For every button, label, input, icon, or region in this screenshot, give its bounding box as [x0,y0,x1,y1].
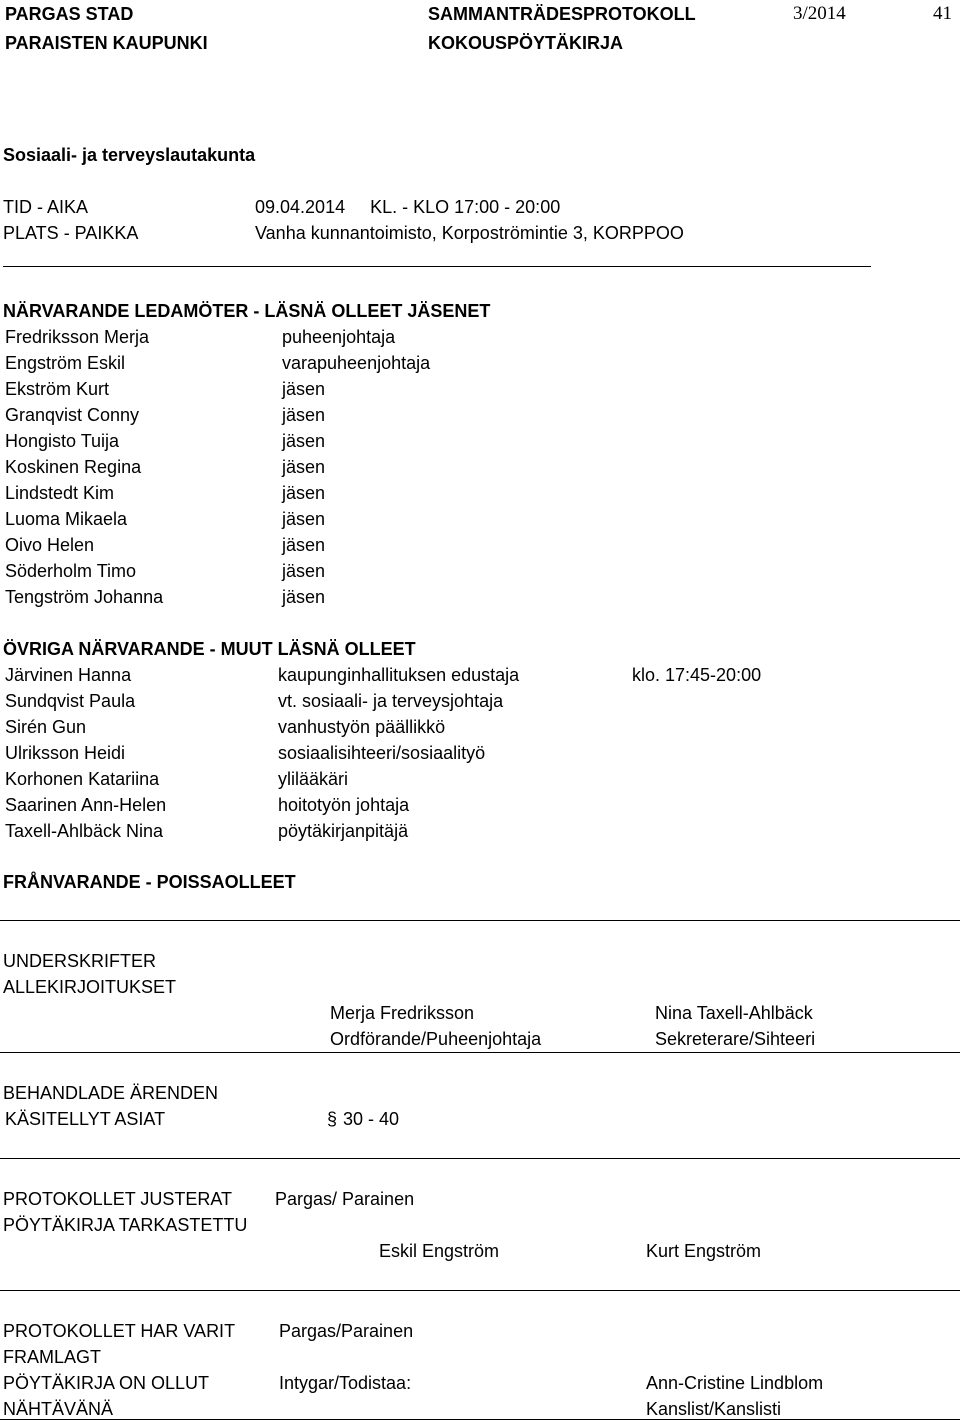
member-role: jäsen [282,535,326,555]
signer2-name: Nina Taxell-Ahlbäck [655,1003,813,1023]
certificate-label: Intygar/Todistaa: [279,1373,412,1393]
verified-label-fi: PÖYTÄKIRJA TARKASTETTU [3,1215,248,1235]
member-name: Lindstedt Kim [5,483,115,503]
signatures-label-sv: UNDERSKRIFTER [3,951,157,971]
place-label: PLATS - PAIKKA [3,223,139,243]
page-number: 41 [933,3,952,24]
attendee-name: Järvinen Hanna [5,665,132,685]
member-role: jäsen [282,561,326,581]
attendee-name: Ulriksson Heidi [5,743,126,763]
attendee-role: vanhustyön päällikkö [278,717,446,737]
divider [0,1052,960,1053]
displayed-place: Pargas/Parainen [279,1321,414,1341]
org-name-sv: PARGAS STAD [5,4,134,24]
member-role: jäsen [282,431,326,451]
items-range: 30 - 40 [343,1109,400,1129]
time-label: TID - AIKA [3,197,89,217]
displayed-label-sv2: FRAMLAGT [3,1347,102,1367]
attendee-name: Sirén Gun [5,717,87,737]
member-role: puheenjohtaja [282,327,396,347]
items-label-fi: KÄSITELLYT ASIAT [5,1109,166,1129]
member-role: jäsen [282,457,326,477]
attendee-name: Korhonen Katariina [5,769,160,789]
attendee-role: ylilääkäri [278,769,349,789]
member-name: Fredriksson Merja [5,327,150,347]
attendee-name: Saarinen Ann-Helen [5,795,167,815]
place-value: Vanha kunnantoimisto, Korpoströmintie 3, KORPPOO [255,223,684,243]
displayed-label-sv1: PROTOKOLLET HAR VARIT [3,1321,236,1341]
member-name: Söderholm Timo [5,561,137,581]
member-role: jäsen [282,587,326,607]
member-role: jäsen [282,405,326,425]
checker2-name: Kurt Engström [646,1241,762,1261]
member-name: Engström Eskil [5,353,126,373]
member-role: jäsen [282,509,326,529]
items-label-sv: BEHANDLADE ÄRENDEN [3,1083,219,1103]
org-name-fi: PARAISTEN KAUPUNKI [5,33,208,53]
attendee-name: Taxell-Ahlbäck Nina [5,821,164,841]
member-name: Tengström Johanna [5,587,164,607]
signer1-name: Merja Fredriksson [330,1003,475,1023]
divider [3,266,871,267]
others-present-heading: ÖVRIGA NÄRVARANDE - MUUT LÄSNÄ OLLEET [3,639,416,659]
attendee-role: hoitotyön johtaja [278,795,410,815]
attendee-name: Sundqvist Paula [5,691,136,711]
checker1-name: Eskil Engström [379,1241,500,1261]
attendee-role: sosiaalisihteeri/sosiaalityö [278,743,486,763]
member-name: Luoma Mikaela [5,509,128,529]
signer2-title: Sekreterare/Sihteeri [655,1029,816,1049]
attendee-role: kaupunginhallituksen edustaja [278,665,520,685]
member-role: jäsen [282,483,326,503]
present-members-heading: NÄRVARANDE LEDAMÖTER - LÄSNÄ OLLEET JÄSENET [3,301,491,321]
divider [0,1158,960,1159]
committee-name: Sosiaali- ja terveyslautakunta [3,145,256,165]
absent-heading: FRÅNVARANDE - POISSAOLLEET [3,872,296,892]
issue-number: 3/2014 [793,3,846,24]
divider [0,1419,960,1420]
displayed-label-fi2: NÄHTÄVÄNÄ [3,1399,114,1419]
section-symbol: § [327,1109,338,1129]
displayed-label-fi1: PÖYTÄKIRJA ON OLLUT [3,1373,210,1393]
verified-label-sv: PROTOKOLLET JUSTERAT [3,1189,233,1209]
certifier-title: Kanslist/Kanslisti [646,1399,782,1419]
attendee-role: pöytäkirjanpitäjä [278,821,409,841]
certifier-name: Ann-Cristine Lindblom [646,1373,824,1393]
member-name: Koskinen Regina [5,457,142,477]
signer1-title: Ordförande/Puheenjohtaja [330,1029,542,1049]
member-role: varapuheenjohtaja [282,353,431,373]
verified-place: Pargas/ Parainen [275,1189,415,1209]
divider [0,920,960,921]
signatures-label-fi: ALLEKIRJOITUKSET [3,977,177,997]
member-name: Hongisto Tuija [5,431,120,451]
member-role: jäsen [282,379,326,399]
attendee-note: klo. 17:45-20:00 [632,665,762,685]
doctype-fi: KOKOUSPÖYTÄKIRJA [428,33,624,53]
member-name: Granqvist Conny [5,405,140,425]
member-name: Oivo Helen [5,535,95,555]
divider [0,1290,960,1291]
member-name: Ekström Kurt [5,379,110,399]
time-value: 09.04.2014 KL. - KLO 17:00 - 20:00 [255,197,561,217]
attendee-role: vt. sosiaali- ja terveysjohtaja [278,691,504,711]
doctype-sv: SAMMANTRÄDESPROTOKOLL [428,4,696,24]
